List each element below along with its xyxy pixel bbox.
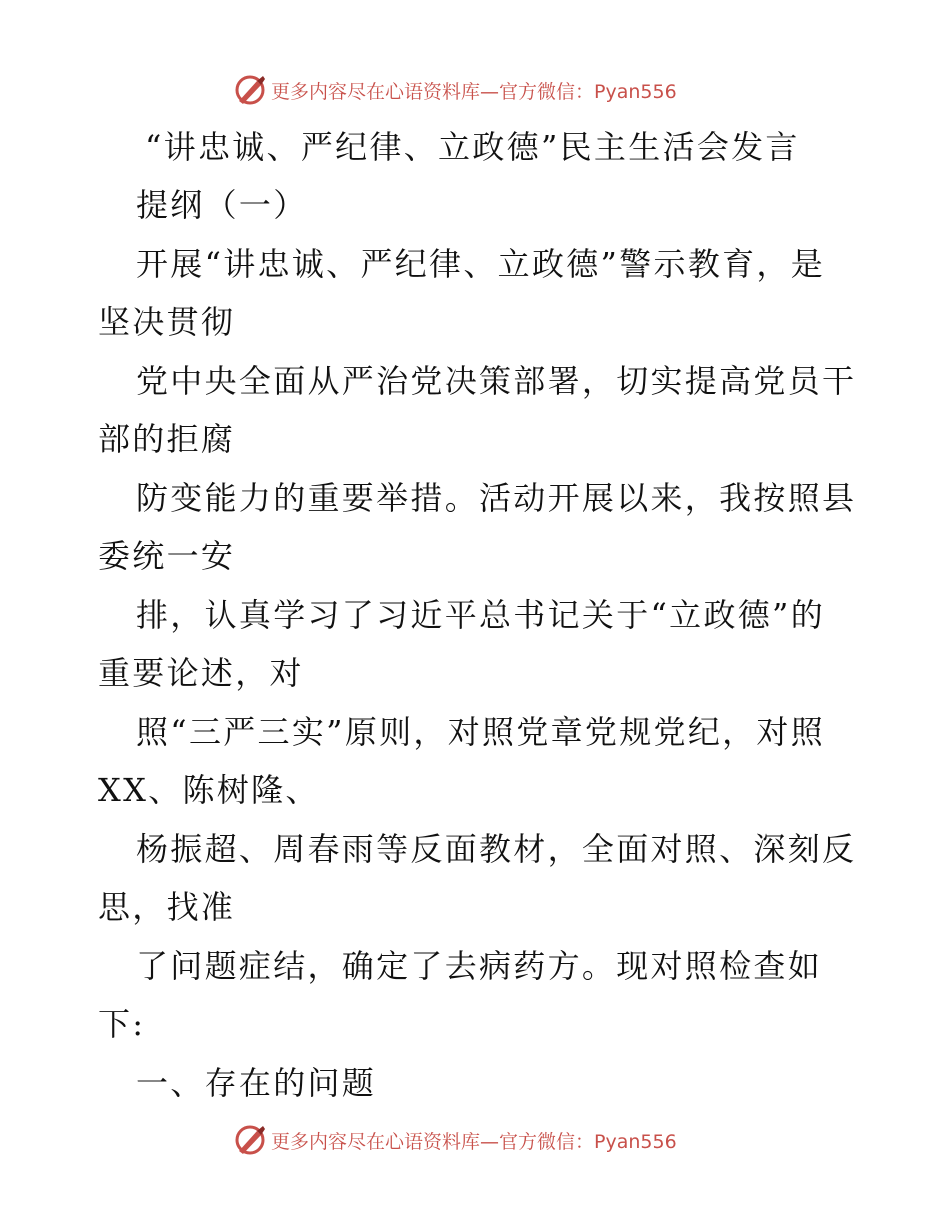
text-line: 部的拒腐 [98,420,236,458]
text-line: 党中央全面从严治党决策部署，切实提高党员干 [136,362,857,400]
text-line: 提纲（一） [136,186,308,224]
text-line: XX、陈树隆、 [98,771,320,809]
footer-watermark [233,1122,677,1158]
text-line: 委统一安 [98,537,236,575]
text-line: 重要论述，对 [98,654,304,692]
watermark-text: 更多内容尽在心语资料库—官方微信：Pyan556 [271,1130,677,1153]
pen-logo-icon [233,1123,267,1157]
header-watermark [233,72,677,108]
watermark-text: 更多内容尽在心语资料库—官方微信：Pyan556 [271,80,677,103]
text-line: “讲忠诚、严纪律、立政德”民主生活会发言 [145,128,800,166]
text-line: 杨振超、周春雨等反面教材，全面对照、深刻反 [136,830,857,868]
pen-logo-icon [233,73,267,107]
text-line: 排，认真学习了习近平总书记关于“立政德”的 [136,596,826,634]
text-line: 下: [98,1005,146,1043]
text-line: 照“三严三实”原则，对照党章党规党纪，对照 [136,713,826,751]
text-line: 防变能力的重要举措。活动开展以来，我按照县 [136,479,857,517]
text-line: 了问题症结，确定了去病药方。现对照检查如 [136,947,823,985]
section-heading: 一、存在的问题 [136,1064,377,1102]
text-line: 坚决贯彻 [98,303,236,341]
text-line: 开展“讲忠诚、严纪律、立政德”警示教育，是 [136,245,826,283]
text-line: 思，找准 [98,888,236,926]
